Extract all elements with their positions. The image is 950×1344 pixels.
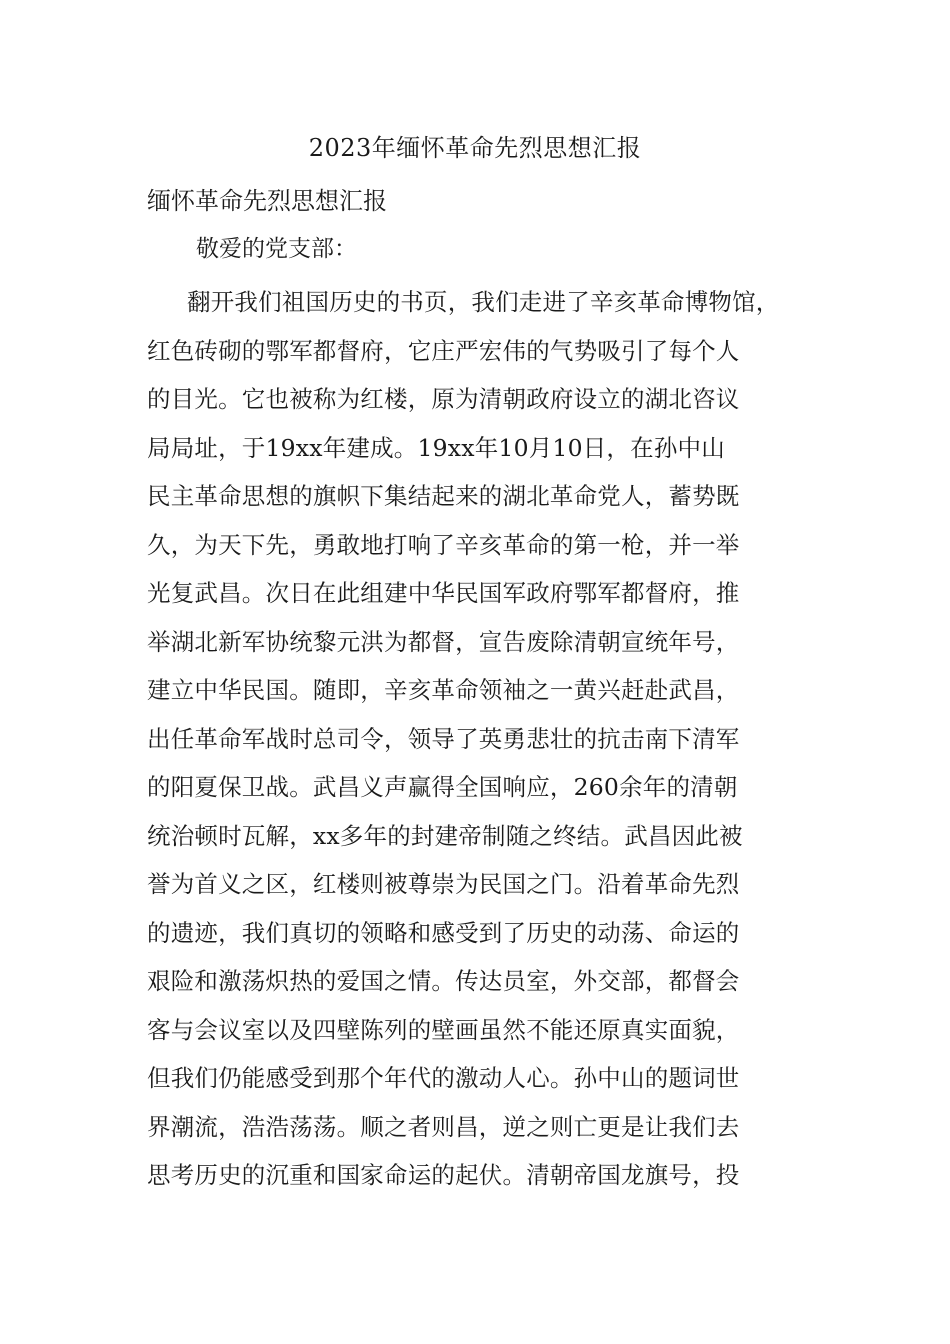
paragraph-line: 光复武昌。次日在此组建中华民国军政府鄂军都督府，推 [147, 579, 740, 607]
body-paragraph [147, 278, 815, 1200]
document-subtitle: 缅怀革命先烈思想汇报 [147, 187, 387, 215]
paragraph-line: 翻开我们祖国历史的书页，我们走进了辛亥革命博物馆， [187, 288, 780, 316]
paragraph-line: 思考历史的沉重和国家命运的起伏。清朝帝国龙旗号，投 [147, 1161, 740, 1189]
paragraph-line: 的目光。它也被称为红楼，原为清朝政府设立的湖北咨议 [147, 385, 740, 413]
paragraph-line: 民主革命思想的旗帜下集结起来的湖北革命党人，蓄势既 [147, 482, 740, 510]
paragraph-line: 但我们仍能感受到那个年代的激动人心。孙中山的题词世 [147, 1064, 740, 1092]
paragraph-line: 红色砖砌的鄂军都督府，它庄严宏伟的气势吸引了每个人 [147, 336, 740, 365]
paragraph-line: 客与会议室以及四壁陈列的壁画虽然不能还原真实面貌， [147, 1015, 740, 1044]
paragraph-line: 艰险和激荡炽热的爱国之情。传达员室，外交部，都督会 [147, 967, 740, 995]
salutation: 敬爱的党支部： [196, 236, 357, 262]
paragraph-line: 久，为天下先，勇敢地打响了辛亥革命的第一枪，并一举 [147, 530, 740, 559]
paragraph-line: 举湖北新军协统黎元洪为都督，宣告废除清朝宣统年号， [147, 627, 740, 656]
paragraph-line: 局局址，于19xx年建成。19xx年10月10日，在孙中山 [147, 433, 725, 462]
paragraph-line: 誉为首义之区，红楼则被尊崇为民国之门。沿着革命先烈 [147, 870, 740, 898]
paragraph-line: 界潮流，浩浩荡荡。顺之者则昌，逆之则亡更是让我们去 [147, 1112, 740, 1141]
paragraph-line: 的阳夏保卫战。武昌义声赢得全国响应，260余年的清朝 [147, 773, 738, 801]
paragraph-line: 统治顿时瓦解，xx多年的封建帝制随之终结。武昌因此被 [147, 821, 743, 850]
paragraph-line: 建立中华民国。随即，辛亥革命领袖之一黄兴赶赴武昌， [147, 676, 740, 704]
document-title: 2023年缅怀革命先烈思想汇报 [308, 134, 642, 162]
paragraph-line: 的遗迹，我们真切的领略和感受到了历史的动荡、命运的 [147, 918, 740, 947]
paragraph-line: 出任革命军战时总司令，领导了英勇悲壮的抗击南下清军 [147, 724, 740, 753]
